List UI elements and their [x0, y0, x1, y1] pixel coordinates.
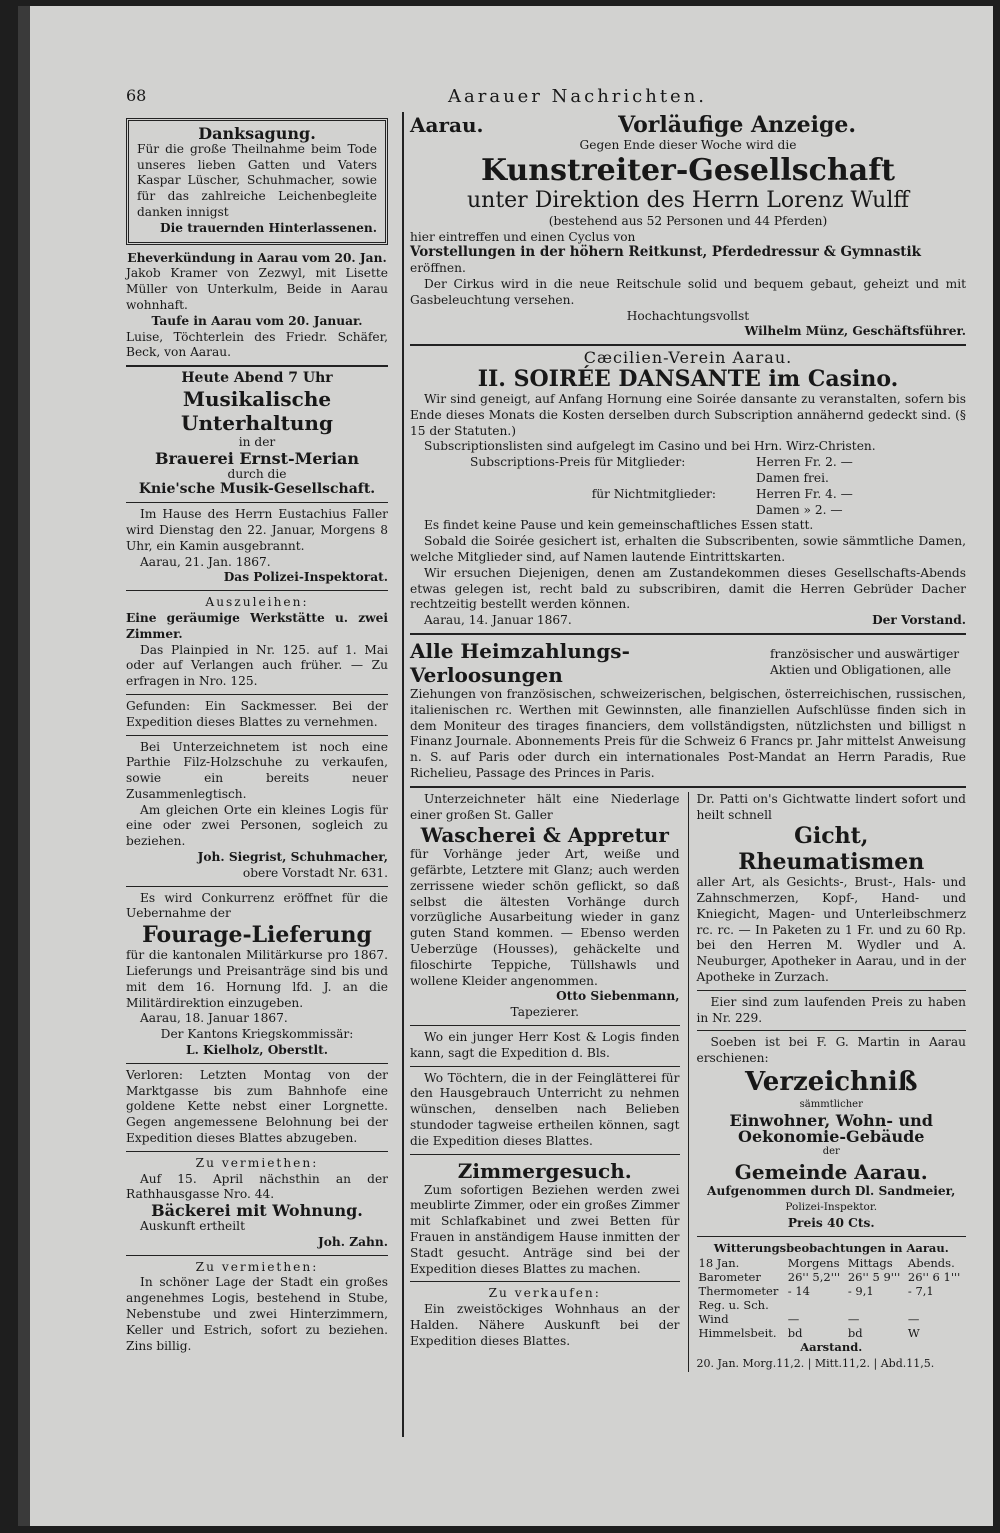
price-row: Damen frei.: [756, 470, 829, 485]
fourage-signature: L. Kielholz, Oberstlt.: [186, 1043, 328, 1058]
fourage-date: Aarau, 18. Januar 1867.: [140, 1011, 288, 1026]
price-row: Damen » 2. —: [756, 502, 843, 517]
price-row: Herren Fr. 2. —: [756, 455, 853, 470]
auszuleihen-body: Eine geräumige Werkstätte u. zwei Zimmer.: [126, 610, 388, 641]
gicht-intro: Dr. Patti on's Gichtwatte lindert sofort und heilt schnell: [696, 791, 966, 822]
divider: [126, 590, 388, 591]
soiree-body: Wir sind geneigt, auf Anfang Hornung eine Soirée dansante zu veranstalten, sofern bis Ende dieses Monats die Kosten derselben durch Subscription annähernd gedeckt sind. (§ 15 der Statuten.): [410, 391, 966, 438]
baeckerei-heading: Bäckerei mit Wohnung.: [151, 1201, 363, 1221]
vermiethen-signature: Joh. Zahn.: [317, 1234, 388, 1249]
newspaper-title: Aarauer Nachrichten.: [448, 86, 708, 107]
price-row: Herren Fr. 4. —: [756, 486, 853, 501]
heim-heading: Alle Heimzahlungs-Verloosungen: [410, 638, 630, 687]
kunst-signature: Wilhelm Münz, Geschäftsführer.: [744, 324, 966, 339]
wetter-title: Witterungsbeobachtungen in Aarau.: [713, 1240, 949, 1255]
kunst-line: eröffnen.: [410, 261, 466, 276]
heim-side: französischer und auswärtiger Aktien und Obligationen, alle: [770, 647, 960, 677]
vermiethen-title: Zu vermiethen:: [195, 1155, 319, 1170]
auszuleihen-title: Auszuleihen:: [205, 595, 309, 610]
aarstand-values: 20. Jan. Morg.11,2. | Mitt.11,2. | Abd.11,5.: [696, 1357, 935, 1371]
kunst-line: Gegen Ende dieser Woche wird die: [579, 138, 797, 152]
verz-author: Aufgenommen durch Dl. Sandmeier,: [707, 1184, 956, 1199]
gicht-body: aller Art, als Gesichts-, Brust-, Hals- und Zahnschmerzen, Kopf-, Hand- und Kniegicht, Magen- und Unterleibschmerz rc. rc. — In Paketen zu 1 Fr. und zu 60 Rp. bei den Herren M. Wydler und A. Neuburger, Apotheker in Aarau, und in der Apotheke in Zurzach.: [696, 875, 966, 985]
kunst-title: Vorläufige Anzeige.: [618, 112, 856, 138]
fourage-intro: Es wird Conkurrenz eröffnet für die Uebernahme der: [126, 890, 388, 921]
taufe-title: Taufe in Aarau vom 20. Januar.: [151, 313, 363, 328]
wasch-body: für Vorhänge jeder Art, weiße und gefärbte, Letztere mit Glanz; auch werden zerrissene wieder schön geflickt, so daß selbst die ältesten Vorhänge durch vorzügliche Ausarbeitung wieder in ganz guten Stand kommen. — Ebenso werden Ueberzüge (Housses), gehäckelte und filoschirte Teppiche, Tüllshawls und wollene Kleider angenommen.: [410, 847, 680, 988]
divider: [410, 1025, 680, 1026]
verloren-notice: Verloren: Letzten Montag von der Marktgasse bis zum Bahnhofe eine goldene Kette nebst einer Lorgnette. Gegen angemessene Belohnung bei der Expedition dieses Blattes abzugeben.: [126, 1067, 388, 1146]
kunst-members: (bestehend aus 52 Personen und 44 Pferden): [548, 213, 828, 228]
price-label: Subscriptions-Preis für Mitglieder:: [470, 455, 686, 470]
verz-role: Polizei-Inspektor.: [785, 1201, 878, 1214]
kamin-date: Aarau, 21. Jan. 1867.: [140, 554, 271, 569]
divider: [126, 694, 388, 695]
wasch-intro: Unterzeichneter hält eine Niederlage einer großen St. Galler: [410, 791, 680, 822]
verz-line: Oekonomie-Gebäude: [738, 1126, 925, 1146]
heim-body: Ziehungen von französischen, schweizerischen, belgischen, österreichischen, russischen, italienischen rc. Werthen mit Gewinnsten, alle finanziellen Aufschlüsse finden sich in dem Moniteur des tirages financiers, dem vollständigsten, nützlichsten und billigst n Finanz Journale. Abonnements Preis für die Schweiz 6 Francs pr. Jahr mittelst Anweisung n. S. auf Paris oder durch ein internationales Post-Mandat an Herrn Paradis, Rue Richelieu, Passage des Princes in Paris.: [410, 686, 967, 780]
divider: [126, 1063, 388, 1064]
gefunden-notice: Gefunden: Ein Sackmesser. Bei der Expedition dieses Blattes zu vernehmen.: [126, 698, 388, 729]
kunst-place: Aarau.: [410, 113, 484, 137]
verz-intro: Soeben ist bei F. G. Martin in Aarau erschienen:: [696, 1035, 966, 1066]
column-rule: [402, 112, 404, 1437]
divider: [126, 502, 388, 503]
filz-signature: Joh. Siegrist, Schuhmacher,: [197, 850, 388, 865]
danksagung-title: Danksagung.: [198, 124, 316, 143]
kunst-line: hier eintreffen und einen Cyclus von: [410, 229, 636, 244]
danksagung-signature: Die trauernden Hinterlassenen.: [160, 220, 377, 235]
zimmer-heading: Zimmergesuch.: [457, 1158, 632, 1183]
aarstand-title: Aarstand.: [800, 1340, 863, 1355]
wasch-heading: Wascherei & Appretur: [420, 823, 669, 848]
wasch-role: Tapezierer.: [510, 1005, 579, 1020]
soiree-text: Es findet keine Pause und kein gemeinschaftliches Essen statt.: [424, 518, 814, 533]
wasch-signature: Otto Siebenmann,: [556, 989, 680, 1004]
soiree-text: Wir ersuchen Diejenigen, denen am Zustandekommen dieses Gesellschafts-Abends etwas gelegen ist, recht bald zu subscribiren, damit die Herren Gebrüder Dacher rechtzeitig bestellt werden können.: [410, 565, 966, 612]
musik-heading: Musikalische Unterhaltung: [181, 386, 333, 435]
verz-line: Einwohner, Wohn- und: [729, 1110, 933, 1130]
eier-notice: Eier sind zum laufenden Preis zu haben in Nr. 229.: [696, 994, 966, 1025]
fourage-heading: Fourage-Lieferung: [142, 922, 372, 949]
filz-body: Bei Unterzeichnetem ist noch eine Parthie Filz-Holzschuhe zu verkaufen, sowie ein bereits neuer Zusammenlegtisch.: [126, 739, 388, 801]
verz-price: Preis 40 Cts.: [787, 1215, 875, 1230]
musik-line: durch die: [227, 466, 287, 481]
page-number: 68: [126, 86, 147, 105]
danksagung-body: Für die große Theilnahme beim Tode unseres lieben Gatten und Vaters Kaspar Lüscher, Schuhmacher, sowie für das zahlreiche Leichenbegleite danken innigst: [137, 141, 377, 219]
divider: [126, 886, 388, 887]
right-column: [410, 112, 966, 1372]
divider: [126, 1255, 388, 1256]
caecilien-title: Cæcilien-Verein Aarau.: [583, 348, 793, 368]
verz-gemeinde: Gemeinde Aarau.: [734, 1160, 928, 1185]
verkaufen-body: Ein zweistöckiges Wohnhaus an der Halden. Nähere Auskunft bei der Expedition dieses Blattes.: [410, 1302, 680, 1348]
right-subcol-left: [410, 792, 680, 1372]
divider: [126, 735, 388, 736]
rheuma-heading: Rheumatismen: [738, 849, 925, 876]
divider: [410, 633, 966, 635]
wetter-table: [697, 1256, 967, 1340]
divider: [697, 1236, 967, 1237]
musik-venue: Brauerei Ernst-Merian: [154, 448, 360, 468]
taufe-body: Luise, Töchterlein des Friedr. Schäfer, Beck, von Aarau.: [126, 329, 388, 360]
verz-heading: Verzeichniß: [745, 1067, 918, 1098]
left-column: [126, 112, 388, 1354]
kunst-header: [410, 112, 966, 138]
verz-line: sämmtlicher: [799, 1099, 863, 1111]
soiree-date: Aarau, 14. Januar 1867.: [424, 613, 572, 628]
divider: [697, 990, 967, 991]
divider: [410, 1066, 680, 1067]
verkaufen-title: Zu verkaufen:: [488, 1286, 601, 1301]
kunst-cirkus: Der Cirkus wird in die neue Reitschule solid und bequem gebaut, geheizt und mit Gasbeleuchtung versehen.: [410, 276, 966, 307]
soiree-prices: [410, 455, 966, 518]
kunst-direction: unter Direktion des Herrn Lorenz Wulff: [466, 187, 910, 213]
price-label-nonmember: für Nichtmitglieder:: [591, 486, 716, 501]
musik-line: in der: [238, 434, 276, 449]
vermiethen-body: Auf 15. April nächsthin an der Rathhausgasse Nro. 44.: [126, 1171, 388, 1202]
tochter-notice: Wo Töchtern, die in der Feinglätterei für den Hausgebrauch Unterricht zu nehmen wünschen, denselben nach Belieben stundoder tagweise ertheilen können, sagt die Expedition dieses Blattes.: [410, 1070, 680, 1148]
soiree-lists: Subscriptionslisten sind aufgelegt im Casino und bei Hrn. Wirz-Christen.: [424, 439, 876, 454]
divider: [697, 1030, 967, 1031]
soiree-signature: Der Vorstand.: [872, 613, 966, 628]
kunst-program: Vorstellungen in der höhern Reitkunst, Pferdedressur & Gymnastik: [410, 244, 922, 261]
eheverkuendung-body: Jakob Kramer von Zezwyl, mit Lisette Müller von Unterkulm, Beide in Aarau wohnhaft.: [126, 266, 388, 312]
divider: [410, 786, 966, 788]
kunst-heading: Kunstreiter-Gesellschaft: [481, 152, 895, 188]
table-row: 18 Jan. Morgens Mittags Abends.: [698, 1256, 955, 1271]
newspaper-page: [18, 6, 993, 1526]
soiree-text: Sobald die Soirée gesichert ist, erhalten die Subscribenten, sowie sämmtliche Damen, welche Mitglieder sind, auf Namen lautende Eintrittskarten.: [410, 534, 966, 564]
vermiethen-info: Auskunft ertheilt: [140, 1219, 245, 1234]
kamin-signature: Das Polizei-Inspektorat.: [223, 570, 388, 585]
table-row: Reg. u. Sch.: [698, 1298, 769, 1313]
fourage-role: Der Kantons Kriegskommissär:: [160, 1027, 354, 1042]
divider: [410, 1154, 680, 1155]
subcol-rule: [688, 792, 689, 1372]
page-binding: [18, 6, 30, 1526]
table-row: Himmelsbeit. bd bd W: [698, 1326, 920, 1341]
table-row: Wind — — —: [698, 1312, 920, 1327]
right-subcol-right: [697, 792, 967, 1372]
table-row: Thermometer - 14 - 9,1 - 7,1: [698, 1284, 934, 1299]
musik-time: Heute Abend 7 Uhr: [181, 370, 333, 387]
kunst-line: Hochachtungsvollst: [626, 308, 750, 323]
soiree-heading: II. SOIRÉE DANSANTE im Casino.: [477, 365, 899, 392]
zimmer-body: Zum sofortigen Beziehen werden zwei meublirte Zimmer, oder ein großes Zimmer mit Schlafkabinet und zwei Betten für Frauen in anständigem Hause inmitten der Stadt gesucht. Anträge sind bei der Expedition dieses Blattes zu machen.: [410, 1182, 680, 1276]
gicht-heading: Gicht,: [794, 823, 869, 850]
divider: [410, 1281, 680, 1282]
filz-address: obere Vorstadt Nr. 631.: [242, 865, 388, 880]
filz-body2: Am gleichen Orte ein kleines Logis für eine oder zwei Personen, sogleich zu beziehen.: [126, 802, 388, 849]
table-row: Barometer 26'' 5,2''' 26'' 5 9''' 26'' 6 1''': [698, 1270, 961, 1285]
fourage-body: für die kantonalen Militärkurse pro 1867. Lieferungs und Preisanträge sind bis und mit dem 16. Hornung lfd. J. an die Militärdirektion einzugeben.: [126, 948, 388, 1010]
vermiethen2-title: Zu vermiethen:: [195, 1259, 319, 1274]
musik-performer: Knie'sche Musik-Gesellschaft.: [138, 481, 376, 498]
vermiethen2-body: In schöner Lage der Stadt ein großes angenehmes Logis, bestehend in Stube, Nebenstube und zwei Hinterzimmern, Keller und Estrich, sofort zu beziehen. Zins billig.: [126, 1275, 388, 1353]
verz-line: der: [822, 1146, 840, 1158]
divider: [126, 1151, 388, 1152]
auszuleihen-body2: Das Plainpied in Nr. 125. auf 1. Mai oder auf Verlangen auch früher. — Zu erfragen in Nro. 125.: [126, 642, 388, 689]
divider: [410, 344, 966, 346]
kost-notice: Wo ein junger Herr Kost & Logis finden kann, sagt die Expedition d. Bls.: [410, 1030, 680, 1060]
eheverkuendung-title: Eheverkündung in Aarau vom 20. Jan.: [127, 250, 387, 265]
divider: [126, 365, 388, 367]
kamin-body: Im Hause des Herrn Eustachius Faller wird Dienstag den 22. Januar, Morgens 8 Uhr, ein Kamin ausgebrannt.: [126, 507, 388, 553]
danksagung-notice: [126, 118, 388, 245]
